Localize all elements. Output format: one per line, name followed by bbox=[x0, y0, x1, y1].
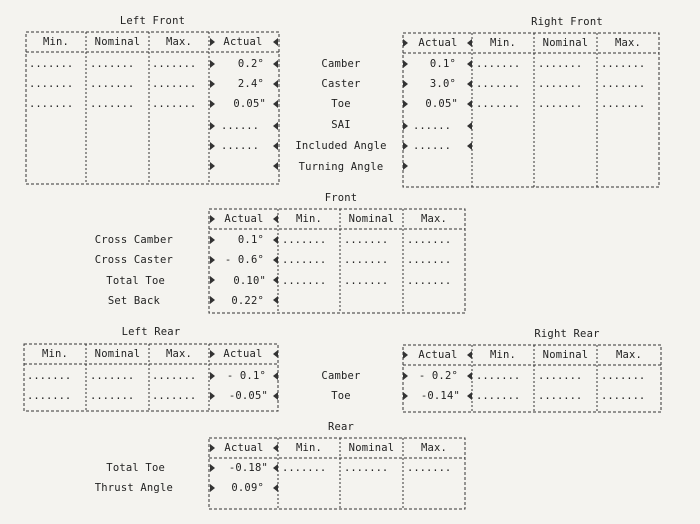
label-cross-caster: Cross Caster bbox=[94, 254, 173, 266]
lr-r2-max: ....... bbox=[152, 390, 197, 402]
lr-r1-min: ....... bbox=[27, 370, 72, 382]
label-camber: Camber bbox=[321, 58, 361, 70]
lr-r1-actual: - 0.1° bbox=[226, 370, 266, 382]
rf-r3-max: ....... bbox=[601, 98, 646, 110]
lf-r2-min: ....... bbox=[29, 78, 74, 90]
fr-r1-max: ....... bbox=[407, 234, 452, 246]
front-header-max: Max. bbox=[420, 213, 448, 225]
rr-r1-actual: - 0.2° bbox=[418, 370, 458, 382]
rf-r1-nominal: ....... bbox=[538, 58, 583, 70]
left-rear-title: Left Rear bbox=[121, 326, 181, 338]
right-front-title: Right Front bbox=[531, 16, 603, 28]
fr-r3-min: ....... bbox=[282, 275, 327, 287]
rr-r1-min: ....... bbox=[476, 370, 521, 382]
label-turning-angle: Turning Angle bbox=[298, 161, 384, 173]
left-front-title: Left Front bbox=[119, 15, 186, 27]
lr-r2-nominal: ....... bbox=[90, 390, 135, 402]
lf-r1-min: ....... bbox=[29, 58, 74, 70]
right-front-header-nominal: Nominal bbox=[542, 37, 589, 49]
lf-r1-actual: 0.2° bbox=[237, 58, 264, 70]
re-r1-actual: -0.18" bbox=[228, 462, 268, 474]
lr-r2-min: ....... bbox=[27, 390, 72, 402]
rf-r3-min: ....... bbox=[476, 98, 521, 110]
label-total-toe-front: Total Toe bbox=[106, 275, 165, 287]
fr-r3-actual: 0.10" bbox=[233, 275, 266, 287]
label-included-angle: Included Angle bbox=[295, 140, 387, 152]
right-rear-title: Right Rear bbox=[534, 328, 600, 340]
front-header-actual: Actual bbox=[224, 213, 264, 225]
rr-r2-nominal: ....... bbox=[538, 390, 583, 402]
fr-r2-max: ....... bbox=[407, 254, 452, 266]
rf-r4-actual: ...... bbox=[413, 120, 451, 132]
label-sai: SAI bbox=[331, 119, 351, 131]
rear-header-min: Min. bbox=[295, 442, 323, 454]
lf-r3-actual: 0.05" bbox=[233, 98, 266, 110]
rf-r2-actual: 3.0° bbox=[429, 78, 456, 90]
label-total-toe-rear: Total Toe bbox=[106, 462, 165, 474]
rr-r1-max: ....... bbox=[601, 370, 646, 382]
rf-r1-actual: 0.1° bbox=[429, 58, 456, 70]
re-r2-actual: 0.09° bbox=[231, 482, 264, 494]
rf-r1-max: ....... bbox=[601, 58, 646, 70]
label-toe: Toe bbox=[331, 98, 351, 110]
fr-r3-nominal: ....... bbox=[344, 275, 389, 287]
right-rear-header-max: Max. bbox=[615, 349, 643, 361]
rr-r1-nominal: ....... bbox=[538, 370, 583, 382]
fr-r2-nominal: ....... bbox=[344, 254, 389, 266]
right-rear-header-actual: Actual bbox=[418, 349, 458, 361]
rf-r3-actual: 0.05" bbox=[425, 98, 458, 110]
left-rear-header-max: Max. bbox=[165, 348, 193, 360]
label-caster: Caster bbox=[321, 78, 361, 90]
right-front-header-min: Min. bbox=[489, 37, 517, 49]
rear-header-nominal: Nominal bbox=[348, 442, 395, 454]
re-r1-min: ....... bbox=[282, 462, 327, 474]
lf-r1-nominal: ....... bbox=[90, 58, 135, 70]
fr-r2-min: ....... bbox=[282, 254, 327, 266]
lf-r3-min: ....... bbox=[29, 98, 74, 110]
re-r1-max: ....... bbox=[407, 462, 452, 474]
right-rear-header-min: Min. bbox=[489, 349, 517, 361]
fr-r1-nominal: ....... bbox=[344, 234, 389, 246]
re-r1-nominal: ....... bbox=[344, 462, 389, 474]
rf-r2-max: ....... bbox=[601, 78, 646, 90]
label-cross-camber: Cross Camber bbox=[94, 234, 173, 246]
lf-r2-max: ....... bbox=[152, 78, 197, 90]
rr-r2-actual: -0.14" bbox=[420, 390, 460, 402]
front-header-min: Min. bbox=[295, 213, 323, 225]
left-rear-header-nominal: Nominal bbox=[94, 348, 141, 360]
rf-r2-nominal: ....... bbox=[538, 78, 583, 90]
lf-r4-actual: ...... bbox=[221, 120, 259, 132]
rr-r2-min: ....... bbox=[476, 390, 521, 402]
lr-r1-max: ....... bbox=[152, 370, 197, 382]
rr-r2-max: ....... bbox=[601, 390, 646, 402]
lf-r2-actual: 2.4° bbox=[237, 78, 264, 90]
lf-r5-actual: ...... bbox=[221, 140, 259, 152]
right-front-header-actual: Actual bbox=[418, 37, 458, 49]
fr-r2-actual: - 0.6° bbox=[224, 254, 264, 266]
label-set-back: Set Back bbox=[107, 295, 160, 307]
left-rear-header-actual: Actual bbox=[223, 348, 263, 360]
right-front-header-max: Max. bbox=[614, 37, 642, 49]
left-front-header-actual: Actual bbox=[223, 36, 263, 48]
label-rear-toe: Toe bbox=[331, 390, 351, 402]
label-thrust-angle: Thrust Angle bbox=[94, 482, 173, 494]
fr-r1-actual: 0.1° bbox=[237, 234, 264, 246]
rear-title: Rear bbox=[327, 421, 355, 433]
rear-header-max: Max. bbox=[420, 442, 448, 454]
lf-r2-nominal: ....... bbox=[90, 78, 135, 90]
left-front-header-max: Max. bbox=[165, 36, 193, 48]
fr-r1-min: ....... bbox=[282, 234, 327, 246]
rf-r2-min: ....... bbox=[476, 78, 521, 90]
left-rear-header-min: Min. bbox=[41, 348, 69, 360]
fr-r4-actual: 0.22° bbox=[231, 295, 264, 307]
lf-r1-max: ....... bbox=[152, 58, 197, 70]
fr-r3-max: ....... bbox=[407, 275, 452, 287]
lr-r1-nominal: ....... bbox=[90, 370, 135, 382]
rf-r1-min: ....... bbox=[476, 58, 521, 70]
lf-r3-max: ....... bbox=[152, 98, 197, 110]
lr-r2-actual: -0.05" bbox=[228, 390, 268, 402]
rear-header-actual: Actual bbox=[224, 442, 264, 454]
front-title: Front bbox=[324, 192, 358, 204]
front-header-nominal: Nominal bbox=[348, 213, 395, 225]
left-front-header-nominal: Nominal bbox=[94, 36, 141, 48]
right-rear-header-nominal: Nominal bbox=[542, 349, 589, 361]
lf-r3-nominal: ....... bbox=[90, 98, 135, 110]
label-rear-camber: Camber bbox=[321, 370, 361, 382]
left-front-header-min: Min. bbox=[42, 36, 70, 48]
rf-r5-actual: ...... bbox=[413, 140, 451, 152]
rf-r3-nominal: ....... bbox=[538, 98, 583, 110]
